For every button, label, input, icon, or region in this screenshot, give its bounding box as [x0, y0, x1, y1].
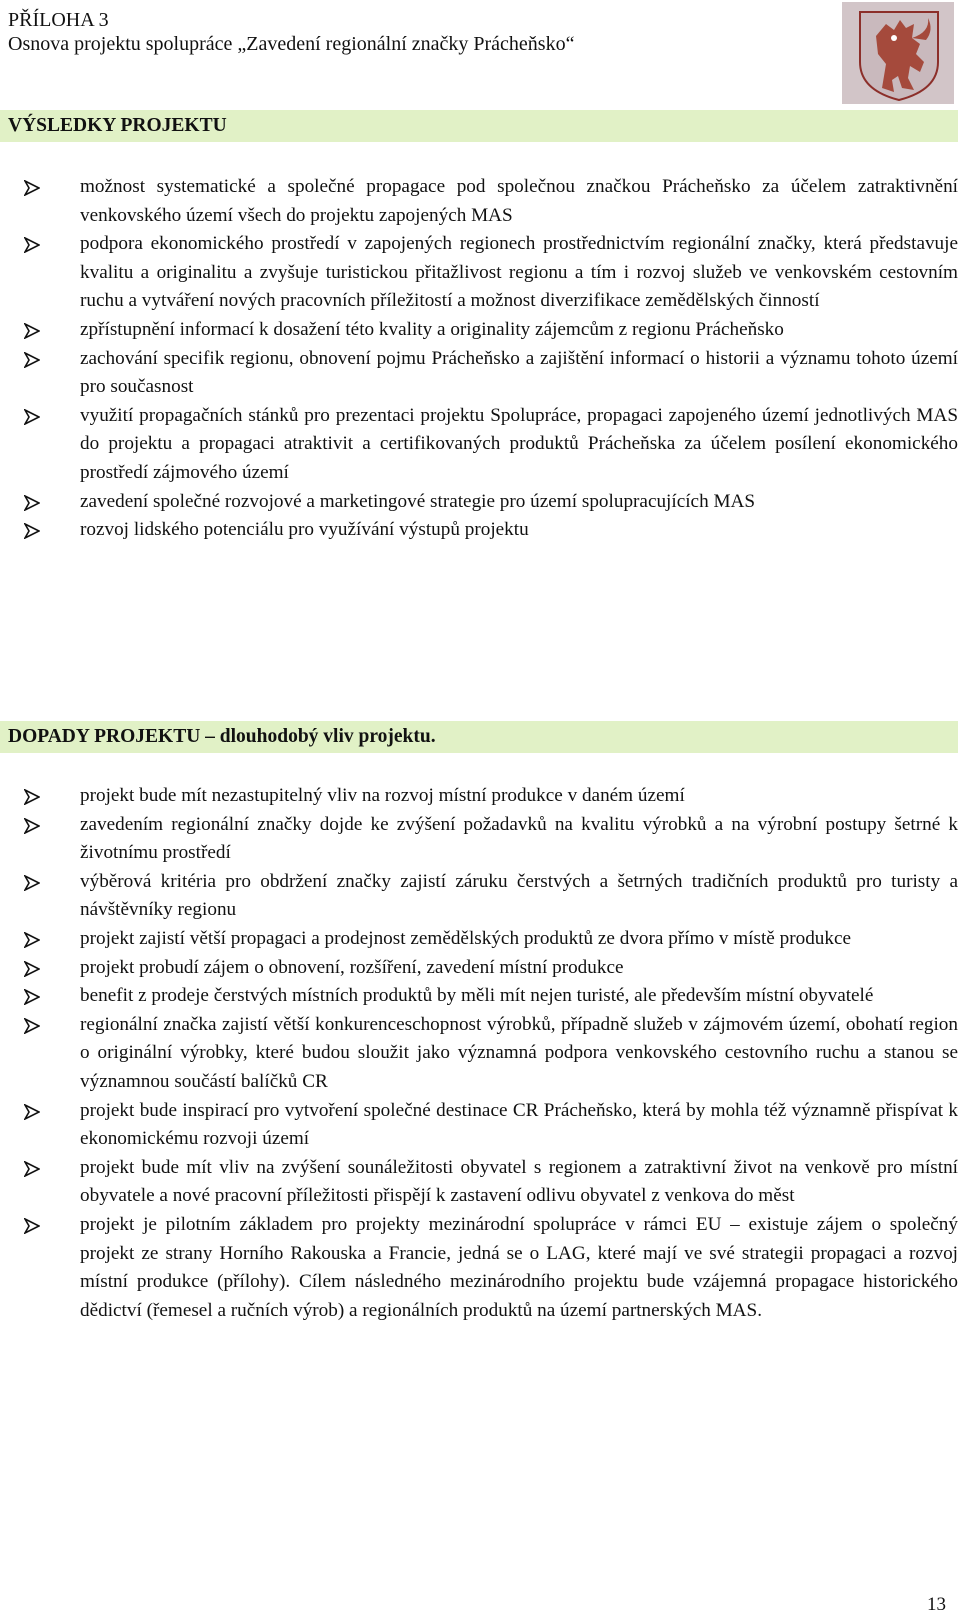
list-item: projekt bude mít vliv na zvýšení sounáležitosti obyvatel s regionem a zatraktivní život na venkově pro místní obyvatele a nové pracovní příležitosti přispějí k zastavení odlivu obyvatel z venkova do měst: [22, 1154, 958, 1211]
list-item: výběrová kritéria pro obdržení značky zajistí záruku čerstvých a šetrných tradičních produktů pro turisty a návštěvníky regionu: [22, 868, 958, 925]
arrowhead-bullet-icon: [24, 989, 40, 1005]
arrowhead-bullet-icon: [24, 409, 40, 425]
list-item: zpřístupnění informací k dosažení této kvality a originality zájemcům z regionu Prácheňsko: [22, 316, 958, 345]
arrowhead-bullet-icon: [24, 495, 40, 511]
list-item: podpora ekonomického prostředí v zapojených regionech prostřednictvím regionální značky, která představuje kvalitu a originalitu a zvyšuje turistickou přitažlivost regionu a tím i rozvoj služeb ve venkovském cestovním ruchu a vytváření nových pracovních příležitostí a možnost diverzifikace zemědělských činností: [22, 230, 958, 316]
arrowhead-bullet-icon: [24, 961, 40, 977]
list-item: zavedení společné rozvojové a marketingové strategie pro území spolupracujících MAS: [22, 488, 958, 517]
arrowhead-bullet-icon: [24, 1161, 40, 1177]
arrowhead-bullet-icon: [24, 932, 40, 948]
list-item: možnost systematické a společné propagace pod společnou značkou Prácheňsko za účelem zatraktivnění venkovského území všech do projektu zapojených MAS: [22, 173, 958, 230]
heraldic-lion-emblem-icon: [842, 2, 954, 104]
list-item: benefit z prodeje čerstvých místních produktů by měli mít nejen turisté, ale především místní obyvatelé: [22, 982, 958, 1011]
document-header: [8, 8, 574, 56]
arrowhead-bullet-icon: [24, 1018, 40, 1034]
list-item: projekt je pilotním základem pro projekty mezinárodní spolupráce v rámci EU – existuje zájem o společný projekt ze strany Horního Rakouska a Francie, jedná se o LAG, které mají ve své strategii propagaci a rozvoj místní produkce (přílohy). Cílem následného mezinárodního projektu bude vzájemná propagace historického dědictví (řemesel a ručních výrob) a regionálních produktů na území partnerských MAS.: [22, 1211, 958, 1325]
list-item: rozvoj lidského potenciálu pro využívání výstupů projektu: [22, 516, 958, 545]
list-item: využití propagačních stánků pro prezentaci projektu Spolupráce, propagaci zapojeného území jednotlivých MAS do projektu a propagaci atraktivit a certifikovaných produktů Prácheňska za účelem posílení ekonomického prostředí zájmového území: [22, 402, 958, 488]
list-item: zavedením regionální značky dojde ke zvýšení požadavků na kvalitu výrobků a na výrobní postupy šetrné k životnímu prostředí: [22, 811, 958, 868]
results-list: [22, 173, 958, 545]
results-heading-text: VÝSLEDKY PROJEKTU: [8, 115, 227, 136]
impacts-heading-text: DOPADY PROJEKTU – dlouhodobý vliv projektu.: [8, 726, 436, 747]
arrowhead-bullet-icon: [24, 875, 40, 891]
impacts-section-heading: [0, 721, 958, 753]
results-section-heading: [0, 110, 958, 142]
arrowhead-bullet-icon: [24, 1218, 40, 1234]
arrowhead-bullet-icon: [24, 352, 40, 368]
arrowhead-bullet-icon: [24, 523, 40, 539]
list-item: projekt probudí zájem o obnovení, rozšíření, zavedení místní produkce: [22, 954, 958, 983]
arrowhead-bullet-icon: [24, 323, 40, 339]
arrowhead-bullet-icon: [24, 789, 40, 805]
arrowhead-bullet-icon: [24, 180, 40, 196]
impacts-list: [22, 782, 958, 1325]
list-item: projekt zajistí větší propagaci a prodejnost zemědělských produktů ze dvora přímo v místě produkce: [22, 925, 958, 954]
document-subtitle: Osnova projektu spolupráce „Zavedení regionální značky Prácheňsko“: [8, 33, 575, 55]
arrowhead-bullet-icon: [24, 1104, 40, 1120]
page-number: 13: [927, 1594, 946, 1615]
appendix-label: PŘÍLOHA 3: [8, 9, 109, 31]
list-item: projekt bude inspirací pro vytvoření společné destinace CR Prácheňsko, která by mohla též významně přispívat k ekonomickému rozvoji území: [22, 1097, 958, 1154]
list-item: projekt bude mít nezastupitelný vliv na rozvoj místní produkce v daném území: [22, 782, 958, 811]
arrowhead-bullet-icon: [24, 237, 40, 253]
arrowhead-bullet-icon: [24, 818, 40, 834]
list-item: regionální značka zajistí větší konkurenceschopnost výrobků, případně služeb v zájmovém území, obohatí region o originální výrobky, které budou sloužit jako významná podpora venkovského cestovního ruchu a stanou se významnou součástí balíčků CR: [22, 1011, 958, 1097]
list-item: zachování specifik regionu, obnovení pojmu Prácheňsko a zajištění informací o historii a významu tohoto území pro současnost: [22, 345, 958, 402]
